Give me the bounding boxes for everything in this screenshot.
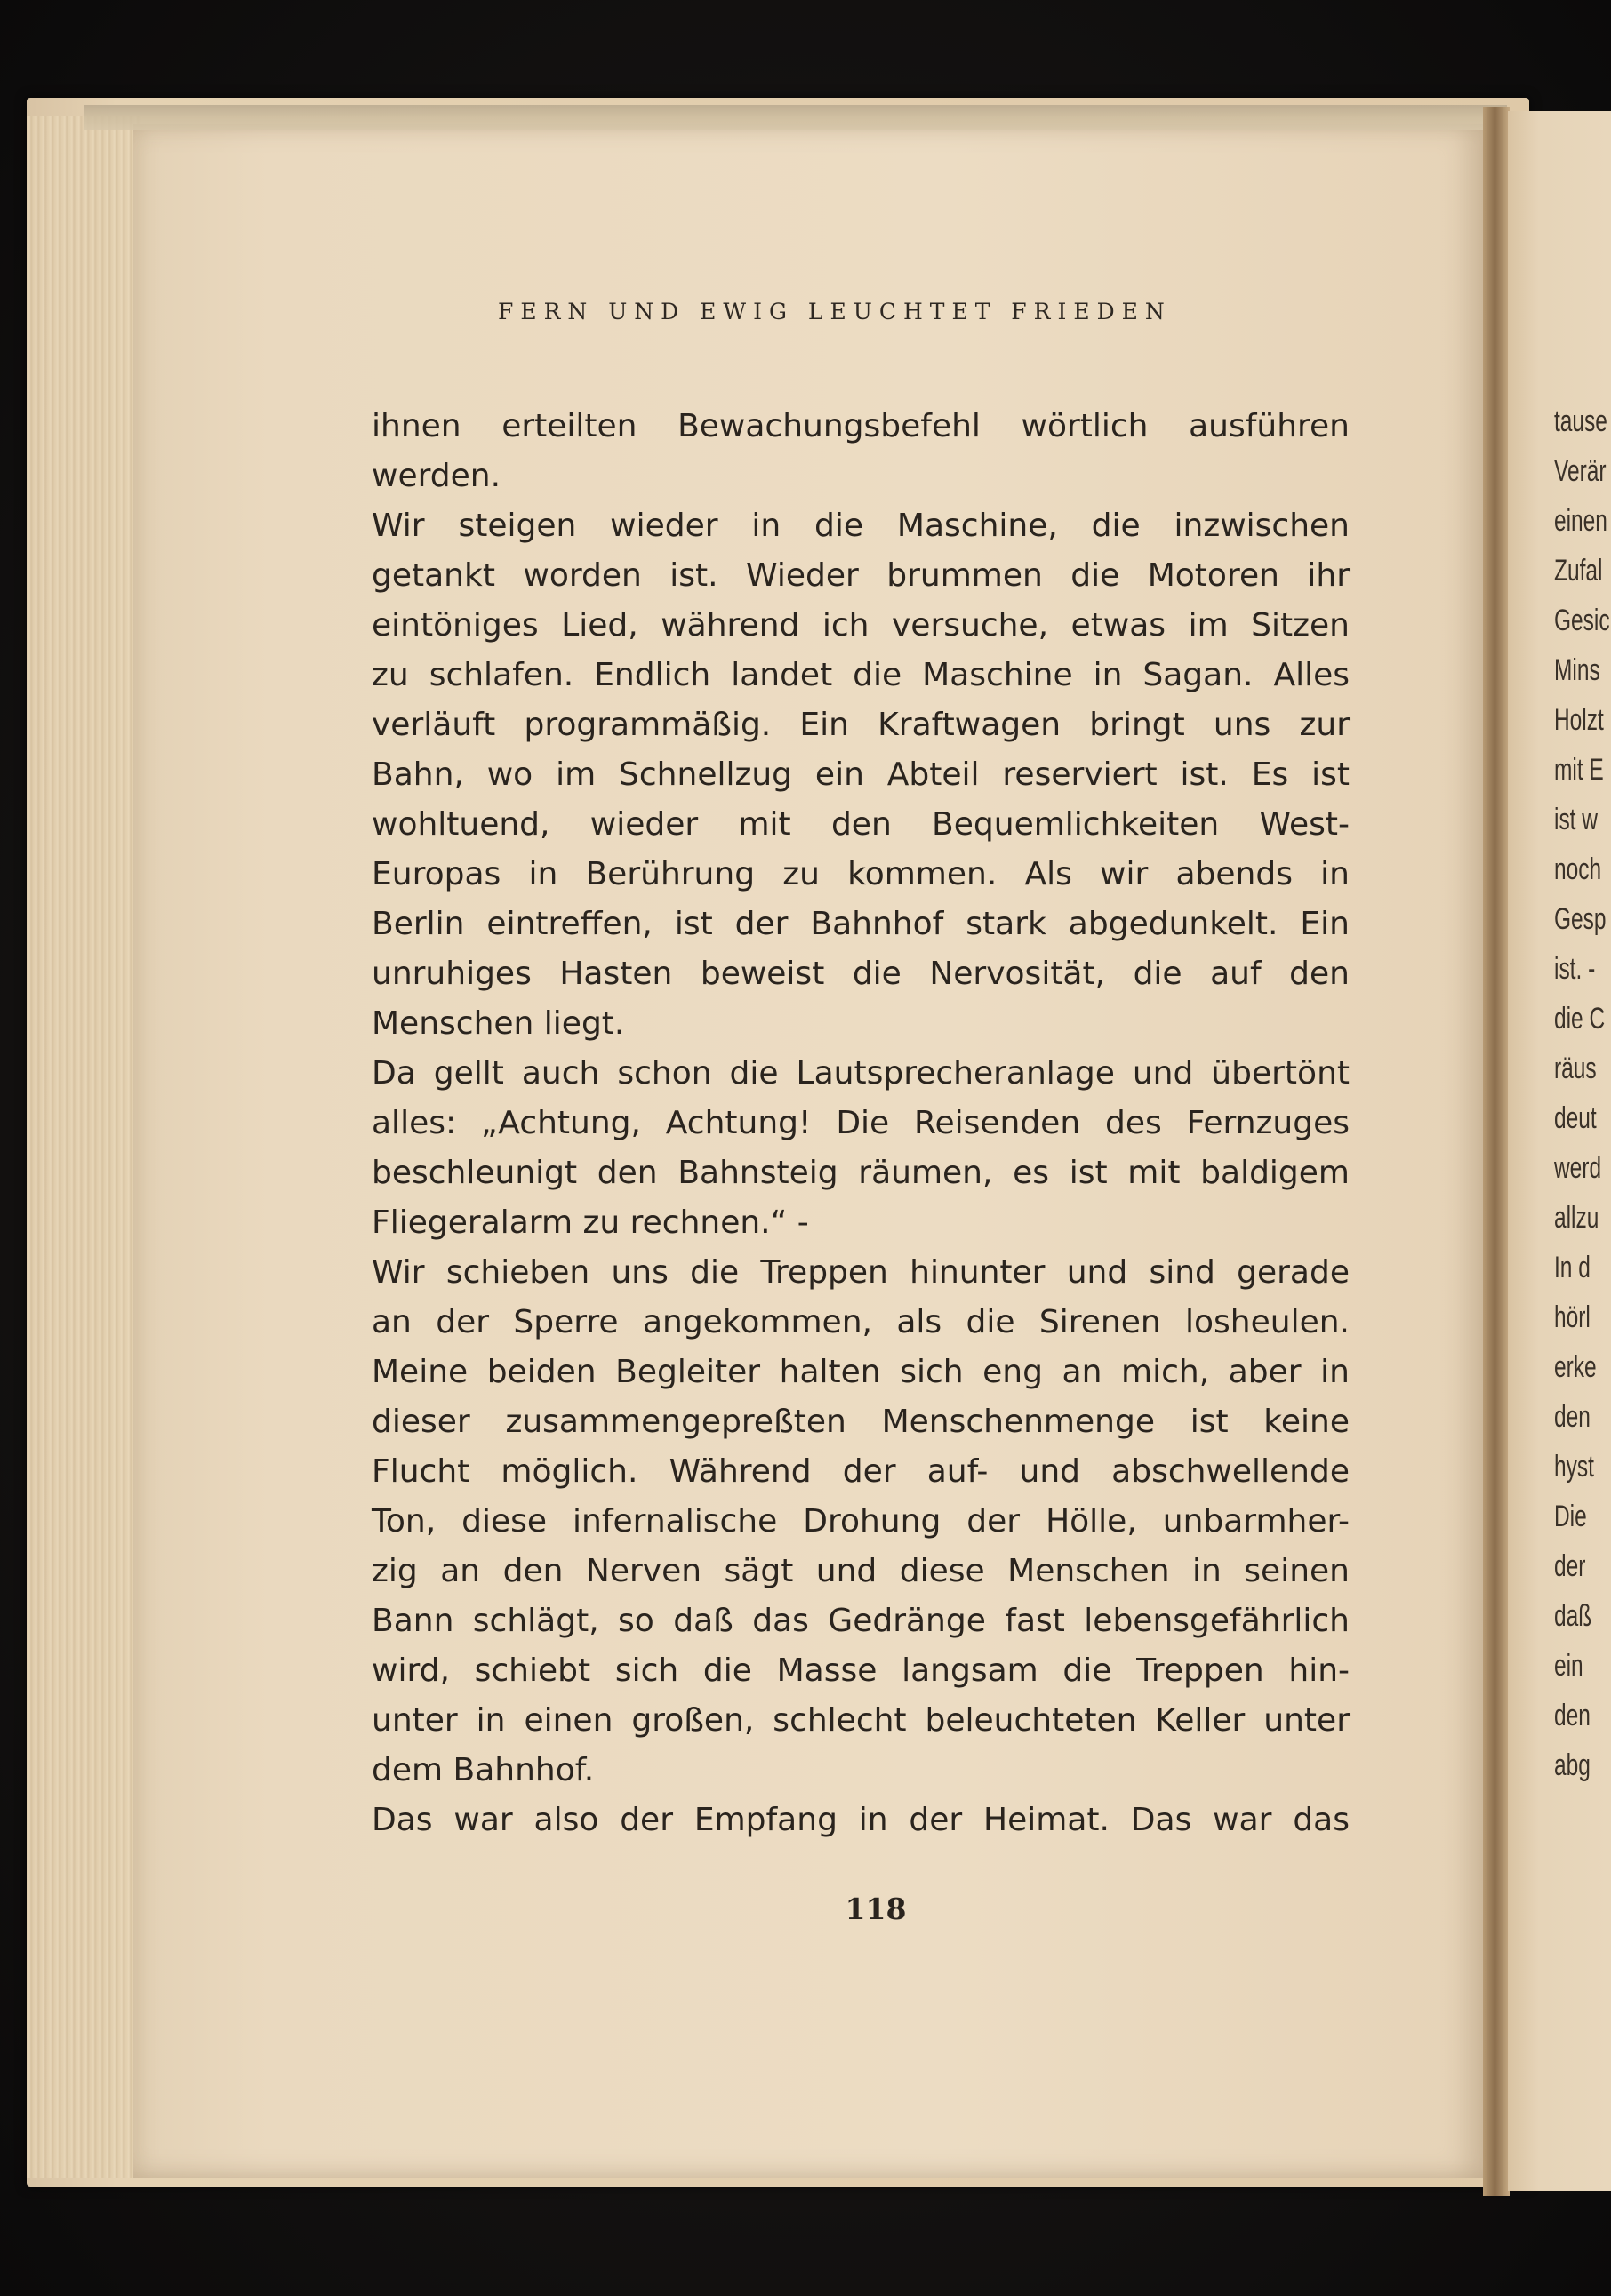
opposite-page-line: hyst (1554, 1450, 1594, 1484)
opposite-page-line: den (1554, 1400, 1591, 1434)
text-line: Flucht möglich. Während der auf- und abschwellende (372, 1453, 1350, 1490)
opposite-page-line: werd (1554, 1151, 1602, 1185)
opposite-page-line: Holzt (1554, 703, 1604, 737)
opposite-page-line: der (1554, 1549, 1586, 1583)
text-line: werden. (372, 458, 501, 494)
opposite-page-line: allzu (1554, 1201, 1599, 1235)
text-line: Meine beiden Begleiter halten sich eng an mich, aber in (372, 1354, 1350, 1390)
opposite-page-line: daß (1554, 1599, 1592, 1633)
opposite-page-line: hörl (1554, 1300, 1591, 1334)
text-line: unter in einen großen, schlecht beleuchteten Keller unter (372, 1702, 1350, 1739)
opposite-page-line: ein (1554, 1649, 1583, 1683)
text-line: verläuft programmäßig. Ein Kraftwagen bringt uns zur (372, 707, 1350, 743)
opposite-page-line: abg (1554, 1748, 1591, 1782)
opposite-page-line: einen (1554, 504, 1607, 538)
text-line: getankt worden ist. Wieder brummen die Motoren ihr (372, 557, 1350, 594)
text-line: an der Sperre angekommen, als die Sirenen losheulen. (372, 1304, 1350, 1340)
opposite-page-line: den (1554, 1699, 1591, 1732)
opposite-page-line: tause (1554, 404, 1607, 438)
text-line: Menschen liegt. (372, 1005, 625, 1042)
book-gutter (1483, 107, 1510, 2196)
text-line: Wir steigen wieder in die Maschine, die inzwischen (372, 508, 1350, 544)
page-number: 118 (845, 1892, 907, 1926)
opposite-page-line: deut (1554, 1101, 1597, 1135)
opposite-page-line: Verär (1554, 454, 1607, 488)
text-line: eintöniges Lied, während ich versuche, etwas im Sitzen (372, 607, 1350, 644)
text-line: zig an den Nerven sägt und diese Menschen in seinen (372, 1553, 1350, 1589)
running-head: FERN UND EWIG LEUCHTET FRIEDEN (498, 299, 1172, 324)
opposite-page-line: In d (1554, 1251, 1591, 1284)
opposite-page-line: die C (1554, 1002, 1606, 1036)
opposite-page-line: räus (1554, 1052, 1597, 1085)
opposite-page-line: Gesic (1554, 604, 1610, 637)
text-line: beschleunigt den Bahnsteig räumen, es ist mit baldigem (372, 1155, 1350, 1191)
text-line: dem Bahnhof. (372, 1752, 595, 1788)
opposite-page-line: Mins (1554, 653, 1600, 687)
opposite-page-line: noch (1554, 852, 1602, 886)
text-line: Ton, diese infernalische Drohung der Hölle, unbarmher- (372, 1503, 1350, 1540)
text-line: wird, schiebt sich die Masse langsam die Treppen hin- (372, 1652, 1350, 1689)
text-line: Berlin eintreffen, ist der Bahnhof stark abgedunkelt. Ein (372, 906, 1350, 942)
opposite-page-line: ist w (1554, 803, 1598, 836)
text-line: Bahn, wo im Schnellzug ein Abteil reserviert ist. Es ist (372, 756, 1350, 793)
text-line: Bann schlägt, so daß das Gedränge fast lebensgefährlich (372, 1603, 1350, 1639)
text-line: alles: „Achtung, Achtung! Die Reisenden des Fernzuges (372, 1105, 1350, 1141)
opposite-page-line: Zufal (1554, 554, 1603, 588)
text-line: Das war also der Empfang in der Heimat. Das war das (372, 1802, 1350, 1838)
text-line: Fliegeralarm zu rechnen.“ - (372, 1204, 809, 1241)
opposite-page-line: Die (1554, 1500, 1587, 1533)
opposite-page-line: Gesp (1554, 902, 1607, 936)
text-line: zu schlafen. Endlich landet die Maschine in Sagan. Alles (372, 657, 1350, 693)
text-line: dieser zusammengepreßten Menschenmenge ist keine (372, 1404, 1350, 1440)
text-line: ihnen erteilten Bewachungsbefehl wörtlich ausführen (372, 408, 1350, 444)
page-leaves-stack (27, 116, 142, 2178)
opposite-page-line: erke (1554, 1350, 1597, 1384)
text-line: Europas in Berührung zu kommen. Als wir abends in (372, 856, 1350, 892)
page-top-edge (84, 105, 1507, 130)
opposite-page-line: ist. - (1554, 952, 1596, 986)
text-line: Wir schieben uns die Treppen hinunter und sind gerade (372, 1254, 1350, 1291)
opposite-page-line: mit E (1554, 753, 1604, 787)
text-line: Da gellt auch schon die Lautsprecheranlage und übertönt (372, 1055, 1350, 1092)
text-line: unruhiges Hasten beweist die Nervosität, die auf den (372, 956, 1350, 992)
text-line: wohltuend, wieder mit den Bequemlichkeiten West- (372, 806, 1350, 843)
opposite-page (1508, 111, 1611, 2191)
body-text (372, 402, 1350, 1845)
